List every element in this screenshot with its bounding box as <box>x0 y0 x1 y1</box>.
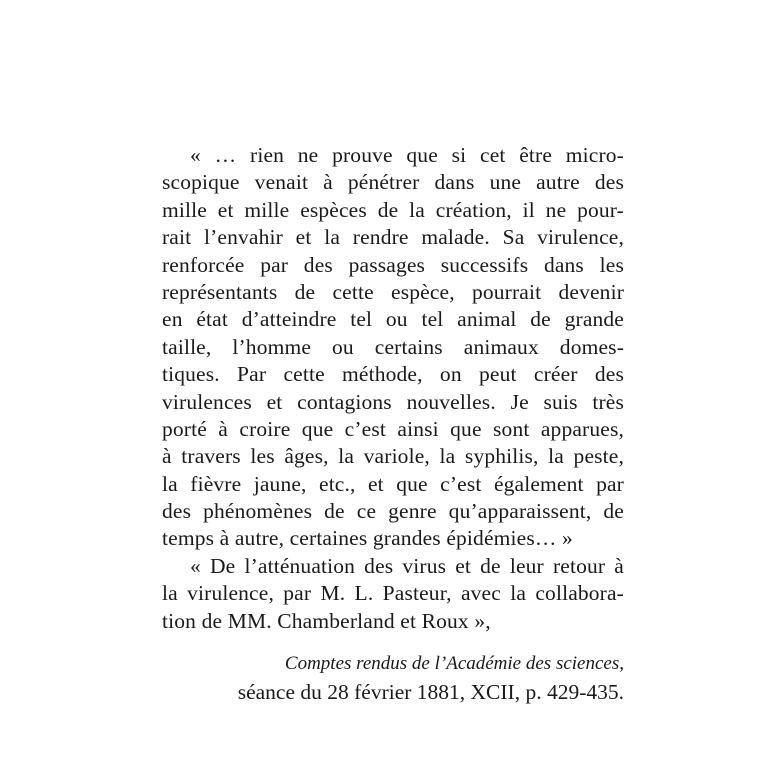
quote-line: représentants de cette espèce, pourrait devenir <box>162 279 624 304</box>
quotation-block <box>162 142 624 635</box>
quote-line: à travers les âges, la variole, la syphilis, la peste, <box>162 444 624 469</box>
quote-line: temps à autre, certaines grandes épidémies… » <box>162 526 573 551</box>
quote-line: porté à croire que c’est ainsi que sont apparues, <box>162 416 624 441</box>
quote-line: scopique venait à pénétrer dans une autre des <box>162 170 624 195</box>
source-title-line: « De l’atténuation des virus et de leur retour à <box>190 553 624 578</box>
quote-line: des phénomènes de ce genre qu’apparaissent, de <box>162 499 624 524</box>
quote-line: renforcée par des passages successifs dans les <box>162 252 624 277</box>
citation-block <box>144 649 624 707</box>
citation-journal: Comptes rendus de l’Académie des sciences, <box>284 653 624 674</box>
quote-line: la fièvre jaune, etc., et que c’est également par <box>162 471 624 496</box>
quote-line: virulences et contagions nouvelles. Je suis très <box>162 389 624 414</box>
quote-line: mille et mille espèces de la création, il ne pour- <box>162 197 624 222</box>
source-title-line: tion de MM. Chamberland et Roux », <box>162 608 491 633</box>
quote-line: « … rien ne prouve que si cet être micro- <box>190 143 624 167</box>
quote-line: taille, l’homme ou certains animaux domes- <box>162 334 624 359</box>
quote-line: rait l’envahir et la rendre malade. Sa virulence, <box>162 225 624 250</box>
source-title-line: la virulence, par M. L. Pasteur, avec la collabora- <box>162 581 624 606</box>
quote-line: tiques. Par cette méthode, on peut créer des <box>162 362 624 387</box>
citation-details: séance du 28 février 1881, XCII, p. 429-435. <box>237 680 624 704</box>
quote-line: en état d’atteindre tel ou tel animal de grande <box>162 307 624 332</box>
